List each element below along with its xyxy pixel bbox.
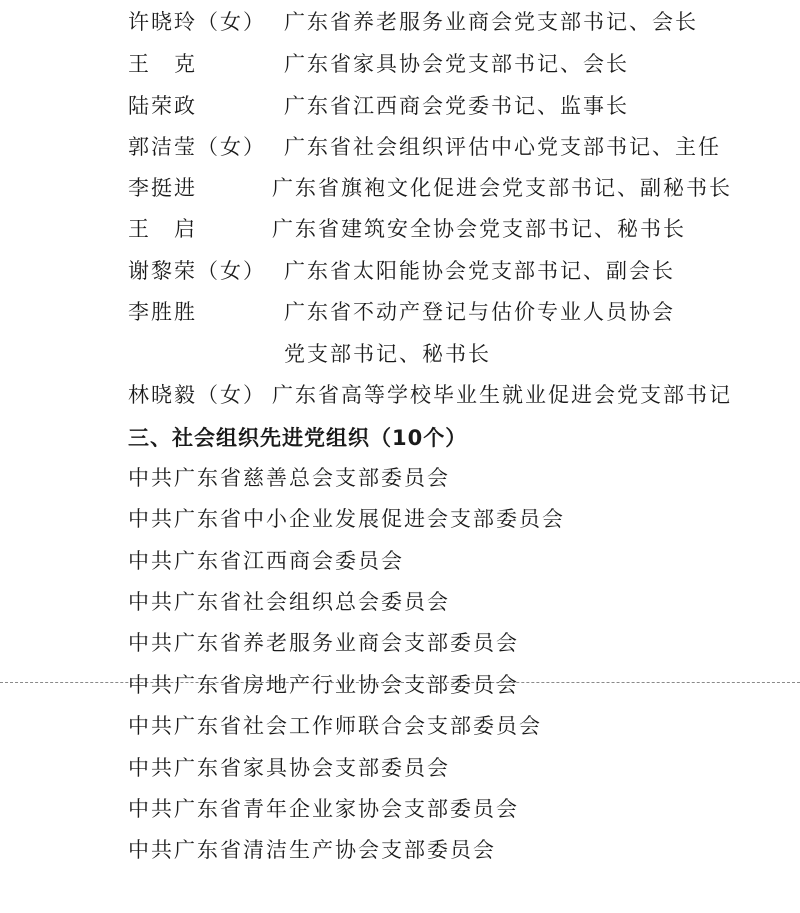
org-list-item: 中共广东省青年企业家协会支部委员会 (128, 797, 519, 821)
member-name: 谢黎荣（女） (128, 259, 266, 283)
member-name: 王 克 (128, 52, 197, 76)
member-name: 李挺进 (128, 176, 197, 200)
member-title: 广东省旗袍文化促进会党支部书记、副秘书长 (272, 176, 732, 200)
member-name: 王 启 (128, 217, 197, 241)
member-name: 陆荣政 (128, 94, 197, 118)
member-name: 李胜胜 (128, 300, 197, 324)
org-list-item: 中共广东省慈善总会支部委员会 (128, 466, 450, 490)
member-name: 许晓玲（女） (128, 10, 266, 34)
member-row (0, 2, 800, 43)
member-title: 广东省江西商会党委书记、监事长 (284, 94, 629, 118)
org-list-item: 中共广东省社会组织总会委员会 (128, 590, 450, 614)
member-row (0, 44, 800, 85)
member-row (0, 292, 800, 333)
member-row (0, 168, 800, 209)
member-row (0, 86, 800, 127)
org-list-item: 中共广东省江西商会委员会 (128, 549, 404, 573)
member-row (0, 127, 800, 168)
member-title: 广东省太阳能协会党支部书记、副会长 (284, 259, 675, 283)
section-heading: 三、社会组织先进党组织（10个） (128, 426, 468, 450)
member-row (0, 375, 800, 416)
member-row (0, 251, 800, 292)
member-row-continuation (0, 334, 800, 375)
member-title: 广东省社会组织评估中心党支部书记、主任 (284, 135, 721, 159)
org-list-item: 中共广东省养老服务业商会支部委员会 (128, 631, 519, 655)
org-list-item: 中共广东省清洁生产协会支部委员会 (128, 838, 496, 862)
member-name: 郭洁莹（女） (128, 135, 266, 159)
member-row (0, 209, 800, 250)
member-title: 广东省家具协会党支部书记、会长 (284, 52, 629, 76)
org-list-item: 中共广东省社会工作师联合会支部委员会 (128, 714, 542, 738)
org-list-item: 中共广东省房地产行业协会支部委员会 (128, 673, 519, 697)
member-title: 广东省养老服务业商会党支部书记、会长 (284, 10, 698, 34)
member-title-continuation: 党支部书记、秘书长 (284, 342, 491, 366)
member-title: 广东省建筑安全协会党支部书记、秘书长 (272, 217, 686, 241)
member-name: 林晓毅（女） (128, 383, 266, 407)
org-list-item: 中共广东省中小企业发展促进会支部委员会 (128, 507, 565, 531)
member-title: 广东省不动产登记与估价专业人员协会 (284, 300, 675, 324)
member-title: 广东省高等学校毕业生就业促进会党支部书记 (272, 383, 732, 407)
org-list-item: 中共广东省家具协会支部委员会 (128, 756, 450, 780)
